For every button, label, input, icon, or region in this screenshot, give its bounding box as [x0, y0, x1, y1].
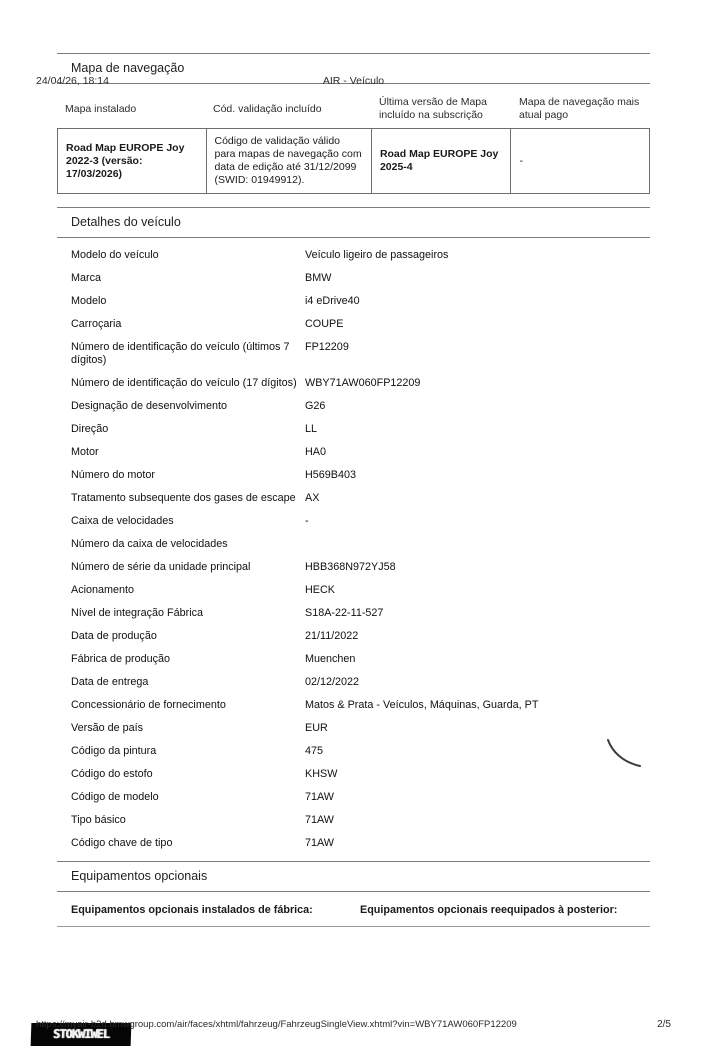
detail-row	[57, 648, 650, 671]
cell-text: -	[519, 154, 523, 167]
section-title-optional-equipment: Equipamentos opcionais	[71, 869, 208, 883]
detail-row	[57, 579, 650, 602]
detail-row	[57, 556, 650, 579]
divider-top	[57, 53, 650, 54]
detail-label: Código chave de tipo	[71, 837, 173, 849]
pen-mark-artifact	[601, 738, 643, 772]
cell-latest-paid-map	[510, 129, 649, 193]
detail-row	[57, 267, 650, 290]
detail-row	[57, 290, 650, 313]
detail-value: HBB368N972YJ58	[305, 561, 396, 573]
detail-row	[57, 464, 650, 487]
detail-value: G26	[305, 400, 326, 412]
section-title-nav-map: Mapa de navegação	[71, 61, 185, 75]
detail-row	[57, 717, 650, 740]
detail-value: S18A-22-11-527	[305, 607, 384, 619]
watermark-block: STOKWIWEL	[31, 1023, 132, 1046]
detail-label: Concessionário de fornecimento	[71, 699, 226, 711]
detail-row	[57, 694, 650, 717]
table-header-cell: Última versão de Mapa incluído na subscrição	[379, 96, 487, 121]
detail-label: Carroçaria	[71, 318, 122, 330]
detail-row	[57, 602, 650, 625]
detail-value: 02/12/2022	[305, 676, 360, 688]
detail-value: BMW	[305, 272, 332, 284]
detail-label: Tratamento subsequente dos gases de escape	[71, 492, 296, 504]
detail-value: KHSW	[305, 768, 338, 780]
detail-row	[57, 336, 650, 372]
cell-text: Road Map EUROPE Joy 2025-4	[379, 148, 499, 173]
detail-label: Data de produção	[71, 630, 157, 642]
divider	[57, 861, 650, 862]
nav-map-table-data-row	[57, 128, 650, 194]
detail-value: WBY71AW060FP12209	[305, 377, 421, 389]
detail-label: Acionamento	[71, 584, 135, 596]
vehicle-details-list	[57, 244, 650, 855]
cell-map-installed	[58, 129, 206, 193]
optional-equipment-columns	[71, 904, 650, 926]
print-footer	[36, 1019, 671, 1032]
detail-row	[57, 671, 650, 694]
detail-label: Designação de desenvolvimento	[71, 400, 228, 412]
section-title-vehicle-details: Detalhes do veículo	[71, 215, 181, 229]
detail-row	[57, 372, 650, 395]
divider	[57, 926, 650, 927]
detail-label: Modelo do veículo	[71, 249, 159, 261]
detail-value: Veículo ligeiro de passageiros	[305, 249, 449, 261]
detail-value: EUR	[305, 722, 328, 734]
table-header-cell: Cód. validação incluído	[213, 102, 322, 115]
detail-row	[57, 786, 650, 809]
detail-value: 475	[305, 745, 324, 757]
print-datetime: 24/04/26, 18:14	[36, 75, 109, 87]
detail-label: Data de entrega	[71, 676, 149, 688]
detail-row	[57, 510, 650, 533]
detail-label: Fábrica de produção	[71, 653, 171, 665]
detail-value: Muenchen	[305, 653, 356, 665]
detail-value: i4 eDrive40	[305, 295, 360, 307]
divider	[57, 237, 650, 238]
detail-label: Motor	[71, 446, 99, 458]
detail-value: 71AW	[305, 791, 335, 803]
factory-equipment-label: Equipamentos opcionais instalados de fábrica:	[71, 904, 313, 916]
retrofit-equipment-label: Equipamentos opcionais reequipados à posterior:	[360, 904, 618, 916]
detail-value: LL	[305, 423, 318, 435]
detail-value: HECK	[305, 584, 335, 596]
detail-label: Número de série da unidade principal	[71, 561, 251, 573]
detail-label: Código do estofo	[71, 768, 153, 780]
detail-label: Número do motor	[71, 469, 156, 481]
detail-label: Modelo	[71, 295, 107, 307]
detail-row	[57, 487, 650, 510]
detail-label: Versão de país	[71, 722, 144, 734]
table-header-cell: Mapa de navegação mais atual pago	[519, 96, 640, 121]
detail-row	[57, 763, 650, 786]
nav-map-table	[57, 96, 650, 194]
footer-url: https://myair-b2d.bmwgroup.com/air/faces/xhtml/fahrzeug/FahrzeugSingleView.xhtml?vin=WBY71AW060FP12209	[36, 1019, 517, 1030]
detail-label: Número da caixa de velocidades	[71, 538, 228, 550]
detail-value: -	[305, 515, 309, 527]
detail-row	[57, 313, 650, 336]
detail-label: Caixa de velocidades	[71, 515, 174, 527]
detail-row	[57, 809, 650, 832]
detail-label: Marca	[71, 272, 101, 284]
detail-label: Nível de integração Fábrica	[71, 607, 204, 619]
detail-row	[57, 740, 650, 763]
divider	[57, 207, 650, 208]
detail-label: Número de identificação do veículo (últimos 7 dígitos)	[71, 341, 290, 366]
detail-label: Número de identificação do veículo (17 dígitos)	[71, 377, 297, 389]
detail-row	[57, 441, 650, 464]
cell-text: Código de validação válido para mapas de navegação com data de edição até 31/12/2099 (SWID: 01949912).	[214, 135, 362, 186]
detail-value: 71AW	[305, 837, 335, 849]
detail-row	[57, 832, 650, 855]
detail-value: Matos & Prata - Veículos, Máquinas, Guarda, PT	[305, 699, 539, 711]
detail-label: Tipo básico	[71, 814, 126, 826]
cell-validation-code	[206, 129, 371, 193]
detail-value: 21/11/2022	[305, 630, 359, 642]
nav-map-table-header-row	[57, 96, 650, 122]
detail-row	[57, 395, 650, 418]
detail-row	[57, 244, 650, 267]
footer-page-number: 2/5	[657, 1019, 671, 1030]
detail-label: Código de modelo	[71, 791, 159, 803]
detail-value: HA0	[305, 446, 327, 458]
cell-text: Road Map EUROPE Joy 2022-3 (versão: 17/03/2026)	[66, 141, 185, 180]
detail-label: Código da pintura	[71, 745, 157, 757]
detail-value: AX	[305, 492, 320, 504]
detail-label: Direção	[71, 423, 109, 435]
detail-value: 71AW	[305, 814, 335, 826]
detail-value: FP12209	[305, 341, 349, 353]
table-header-cell: Mapa instalado	[65, 102, 137, 115]
document-content	[57, 53, 650, 927]
cell-latest-subscription-map	[371, 129, 511, 193]
detail-row	[57, 625, 650, 648]
print-title: AIR - Veículo	[322, 75, 385, 87]
divider	[57, 891, 650, 892]
print-header	[36, 75, 671, 89]
detail-row	[57, 418, 650, 441]
detail-value: COUPE	[305, 318, 344, 330]
detail-value: H569B403	[305, 469, 357, 481]
detail-row	[57, 533, 650, 556]
